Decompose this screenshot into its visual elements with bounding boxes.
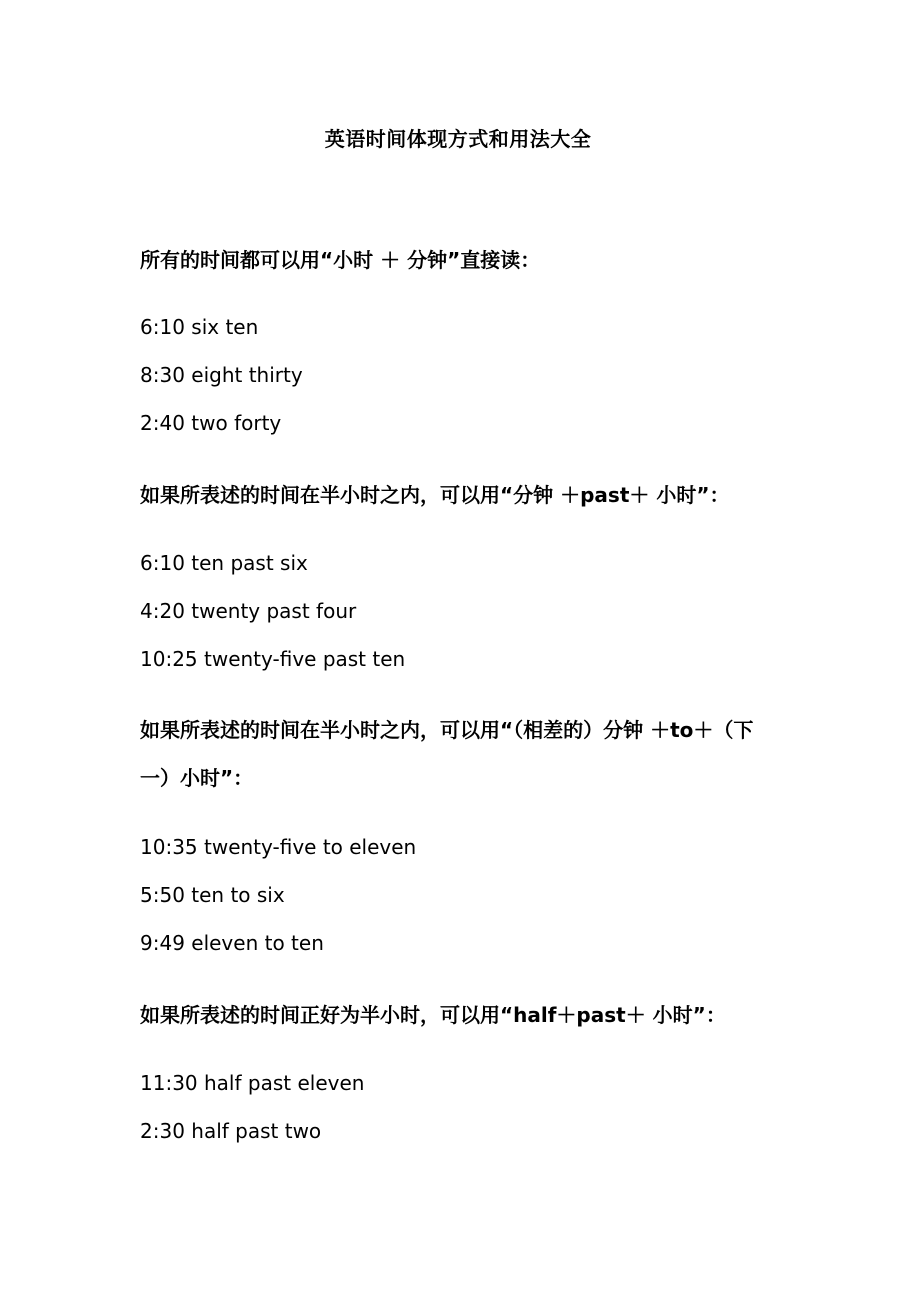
example-line: 6:10 ten past six bbox=[140, 551, 308, 575]
document-title: 英语时间体现方式和用法大全 bbox=[324, 127, 592, 151]
section-heading: 如果所表述的时间正好为半小时，可以用“half＋past＋ 小时”： bbox=[140, 1003, 726, 1027]
section-heading: 如果所表述的时间在半小时之内，可以用“分钟 ＋past＋ 小时”： bbox=[140, 483, 730, 507]
section-heading: 如果所表述的时间在半小时之内，可以用“（相差的）分钟 ＋to＋（下一）小时”： bbox=[140, 718, 754, 790]
example-line: 2:40 two forty bbox=[140, 411, 282, 435]
example-line: 10:25 twenty-five past ten bbox=[140, 647, 406, 671]
section-heading: 所有的时间都可以用“小时 ＋ 分钟”直接读： bbox=[140, 248, 541, 272]
example-line: 10:35 twenty-five to eleven bbox=[140, 835, 417, 859]
example-line: 4:20 twenty past four bbox=[140, 599, 357, 623]
example-line: 8:30 eight thirty bbox=[140, 363, 303, 387]
example-line: 6:10 six ten bbox=[140, 315, 259, 339]
example-line: 11:30 half past eleven bbox=[140, 1071, 365, 1095]
example-line: 2:30 half past two bbox=[140, 1119, 322, 1143]
example-line: 9:49 eleven to ten bbox=[140, 931, 324, 955]
example-line: 5:50 ten to six bbox=[140, 883, 285, 907]
